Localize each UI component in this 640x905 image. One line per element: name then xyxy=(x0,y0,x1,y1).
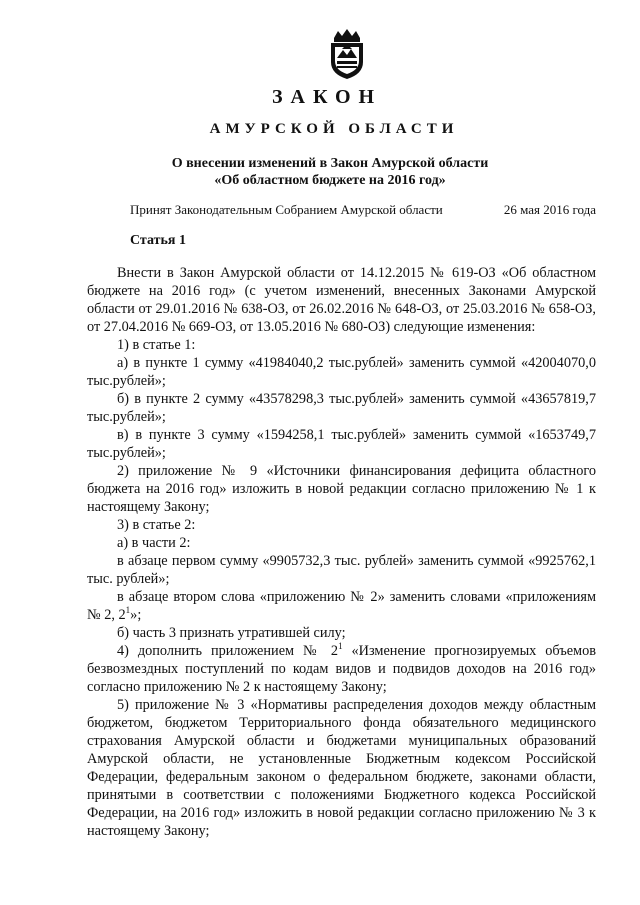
coat-of-arms-icon xyxy=(326,28,368,80)
subject-line-2: «Об областном бюджете на 2016 год» xyxy=(214,173,446,188)
adopted-date: 26 мая 2016 года xyxy=(503,202,596,217)
paragraph: б) в пункте 2 сумму «43578298,3 тыс.рублей» заменить суммой «43657819,7 тыс.рублей»; xyxy=(87,391,596,425)
law-title: ЗАКОН xyxy=(271,86,383,108)
article-body xyxy=(87,264,596,840)
article-title: Статья 1 xyxy=(130,233,186,248)
paragraph: 1) в статье 1: xyxy=(117,337,196,353)
paragraph: а) в части 2: xyxy=(117,535,191,551)
paragraph: 4) дополнить приложением № $2^1$ «Изменение прогнозируемых объемов безвозмездных поступлений по кодам видов и подвидов доходов на 2016 год» согласно приложению № 2 к настоящему Закону; xyxy=(87,641,596,695)
paragraph: 2) приложение № 9 «Источники финансирования дефицита областного бюджета на 2016 год» изложить в новой редакции согласно приложению № 1 к настоящему Закону; xyxy=(87,463,596,515)
paragraph: 5) приложение № 3 «Нормативы распределения доходов между областным бюджетом, бюджетом Территориального фонда обязательного медицинского страхования Амурской области и бюджетами муниципальных образований Амурской области, не установленные Бюджетным кодексом Российской Федерации, федеральным законом о федеральном бюджете, законами области, принятыми в соответствии с положениями Бюджетного кодекса Российской Федерации, на 2016 год» изложить в новой редакции согласно приложению № 3 к настоящему Закону; xyxy=(87,697,596,839)
law-subject xyxy=(0,155,640,189)
adopted-by: Принят Законодательным Собранием Амурской области xyxy=(130,202,443,217)
paragraph: в) в пункте 3 сумму «1594258,1 тыс.рублей» заменить суммой «1653749,7 тыс.рублей»; xyxy=(87,427,596,461)
paragraph: а) в пункте 1 сумму «41984040,2 тыс.рублей» заменить суммой «42004070,0 тыс.рублей»; xyxy=(87,355,596,389)
subject-line-1: О внесении изменений в Закон Амурской области xyxy=(171,156,489,171)
adoption-line xyxy=(130,202,596,218)
region-title: АМУРСКОЙ ОБЛАСТИ xyxy=(209,121,459,137)
paragraph: 3) в статье 2: xyxy=(117,517,196,533)
paragraph: в абзаце первом сумму «9905732,3 тыс. рублей» заменить суммой «9925762,1 тыс. рублей»; xyxy=(87,553,596,587)
paragraph: в абзаце втором слова «приложению № 2» заменить словами «приложениям № 2, $2^1$»; xyxy=(87,589,596,623)
paragraph: б) часть 3 признать утратившей силу; xyxy=(117,625,346,641)
paragraph: Внести в Закон Амурской области от 14.12.2015 № 619-ОЗ «Об областном бюджете на 2016 год» (с учетом изменений, внесенных Законами Амурской области от 29.01.2016 № 638-ОЗ, от 26.02.2016 № 648-ОЗ, от 25.03.2016 № 658-ОЗ, от 27.04.2016 № 669-ОЗ, от 13.05.2016 № 680-ОЗ) следующие изменения: xyxy=(87,265,596,335)
